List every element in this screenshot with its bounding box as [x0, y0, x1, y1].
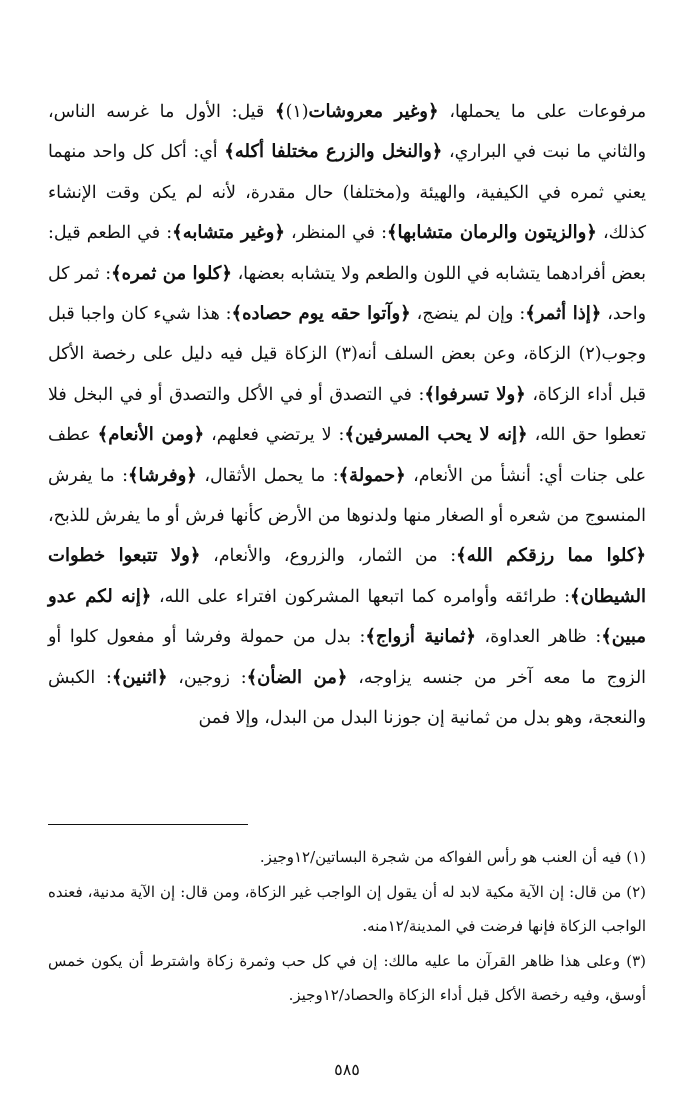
commentary-text: : من الثمار، والزروع، والأنعام، [200, 546, 457, 567]
quran-phrase: ﴿ومن الأنعام﴾ [97, 424, 205, 446]
commentary-text: : ظاهر العداوة، [475, 627, 602, 648]
commentary-text: : طرائقه وأوامره كما اتبعها المشركون افتراء على الله، [151, 586, 571, 607]
footnote-1: (١) فيه أن العنب هو رأس الفواكه من شجرة البساتين/١٢وجيز. [259, 848, 646, 866]
commentary-text: : في التصدق أو في الأكل والتصدق أو في البخل فلا تعطوا حق الله، [48, 384, 646, 446]
quran-phrase: ﴿وغير متشابه﴾ [172, 222, 285, 244]
main-paragraph [48, 92, 646, 739]
commentary-text: : وإن لم ينضج، [410, 304, 526, 325]
footnote-divider [48, 824, 248, 825]
quran-phrase: ﴿حمولة﴾ [338, 464, 406, 486]
quran-phrase: ﴿وفرشا﴾ [127, 464, 197, 486]
commentary-text: : هذا شيء كان واجبا قبل وجوب(٢) الزكاة، وعن بعض السلف أنه(٣) الزكاة قيل فيه دليل على رخصة الأكل قبل أداء الزكاة، [48, 304, 647, 405]
quran-phrase: ﴿اثنين﴾ [111, 666, 168, 688]
quran-phrase: ﴿وغير معروشات [308, 101, 439, 122]
quran-phrase: ﴿كلوا من ثمره﴾ [111, 262, 232, 284]
commentary-text: : في المنظر، [284, 223, 387, 244]
quran-phrase: ﴿ثمانية أزواج﴾ [365, 626, 476, 648]
quran-phrase: ﴿إنه لا يحب المسرفين﴾ [344, 424, 528, 446]
quran-phrase: ﴿والزيتون والرمان متشابها﴾ [386, 222, 597, 244]
commentary-text: : بدل من حمولة وفرشا أو مفعول كلوا أو الزوج ما معه آخر من جنسه يزاوجه، [48, 627, 646, 688]
quran-phrase: ﴿كلوا مما رزقكم الله﴾ [456, 545, 646, 567]
commentary-text: قيل: الأول ما غرسه الناس، والثاني ما نبت في البراري، [48, 102, 646, 163]
quran-phrase: ﴾ [275, 101, 286, 122]
footnotes-section [48, 840, 646, 1013]
commentary-text: أي: أكل كل واحد منهما يعني ثمره في الكيفية، والهيئة و(مختلفا) حال مقدرة، لأنه لم يكن وقت الإنشاء كذلك، [48, 142, 646, 244]
quran-phrase: ﴿إذا أثمر﴾ [525, 303, 602, 325]
commentary-text: : في الطعم قيل: بعض أفرادهما يتشابه في اللون والطعم ولا يتشابه بعضها، [48, 223, 647, 284]
footnote-3: (٣) وعلى هذا ظاهر القرآن ما عليه مالك: إن في كل حب وثمرة زكاة واشترط أن يكون خمس أوسق، وفيه رخصة الأكل قبل أداء الزكاة والحصاد/١٢وجيز. [48, 951, 646, 1005]
quran-phrase: ﴿إنه لكم عدو مبين﴾ [48, 585, 647, 648]
commentary-text: : الكبش والنعجة، وهو بدل من ثمانية إن جوزنا البدل من البدل، وإلا فمن [48, 667, 646, 729]
commentary-text: : ما يحمل الأثقال، [196, 465, 339, 486]
quran-phrase: ﴿من الضأن﴾ [246, 666, 348, 688]
commentary-text: : زوجين، [167, 667, 247, 688]
commentary-text: مرفوعات على ما يحملها، [438, 102, 647, 122]
quran-phrase: ﴿وآتوا حقه يوم حصاده﴾ [231, 303, 411, 325]
quran-phrase: ﴿ولا تتبعوا خطوات الشيطان﴾ [48, 545, 647, 607]
commentary-text: : ثمر كل واحد، [48, 263, 646, 325]
quran-phrase: ﴿والنخل والزرع مختلفا أكله﴾ [224, 141, 443, 163]
page-number: ٥٨٥ [334, 1060, 360, 1079]
footnote-2: (٢) من قال: إن الآية مكية لابد له أن يقول إن الواجب غير الزكاة، ومن قال: إن الآية مدنية، فعنده الواجب الزكاة فإنها فرضت في المدينة/١٢منه. [48, 882, 646, 936]
commentary-text: : ما يفرش المنسوج من شعره أو الصغار منها ولدنوها من الأرض كأنها فرش أو ما يفرش للذبح، [48, 465, 646, 527]
quran-phrase: ﴿ولا تسرفوا﴾ [424, 383, 526, 405]
commentary-text: (١) [285, 102, 309, 122]
commentary-text: : لا يرتضي فعلهم، [204, 425, 345, 446]
commentary-text: عطف على جنات أي: أنشأ من الأنعام، [48, 425, 646, 486]
